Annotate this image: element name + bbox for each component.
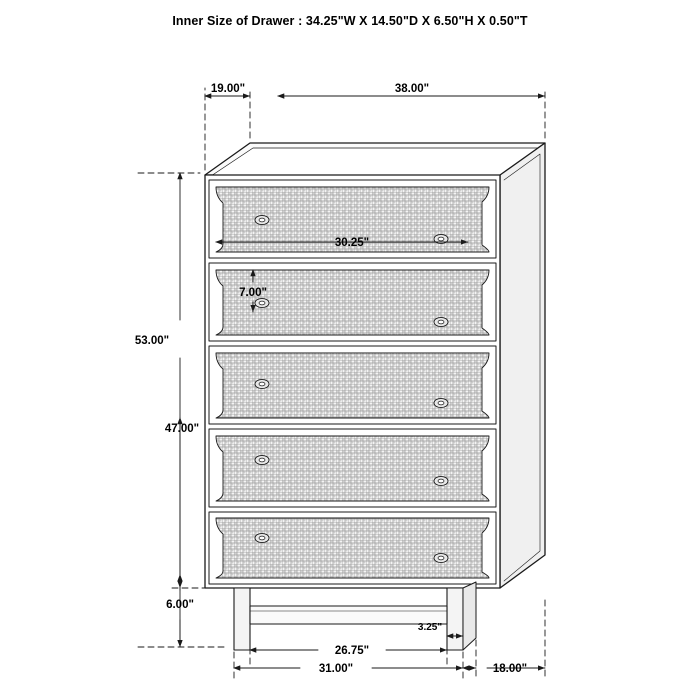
dim-label-drawer-front-height: 7.00" <box>239 287 267 299</box>
drawer-3 <box>209 346 496 424</box>
dim-label-leg-height: 6.00" <box>166 599 194 611</box>
page-title: Inner Size of Drawer : 34.25"W X 14.50"D X 6.50"H X 0.50"T <box>172 14 528 28</box>
dim-label-drawer-front-width: 30.25" <box>334 237 370 249</box>
dim-label-cabinet-height: 47.00" <box>164 423 200 435</box>
cabinet-right-side <box>500 143 545 588</box>
dim-label-total-height: 53.00" <box>134 335 170 347</box>
drawer-5 <box>209 512 496 584</box>
dim-label-base-width: 31.00" <box>318 663 354 675</box>
drawer-4 <box>209 429 496 507</box>
dim-label-base-depth: 18.00" <box>492 663 528 675</box>
dim-label-base-inner-width: 26.75" <box>334 645 370 657</box>
dim-label-leg-thickness: 3.25" <box>417 622 443 633</box>
cabinet-top <box>205 143 545 178</box>
drawer-2 <box>209 263 496 341</box>
chest-base-legs <box>234 582 476 650</box>
dim-label-top-depth: 19.00" <box>210 83 246 95</box>
dim-label-top-width: 38.00" <box>394 83 430 95</box>
